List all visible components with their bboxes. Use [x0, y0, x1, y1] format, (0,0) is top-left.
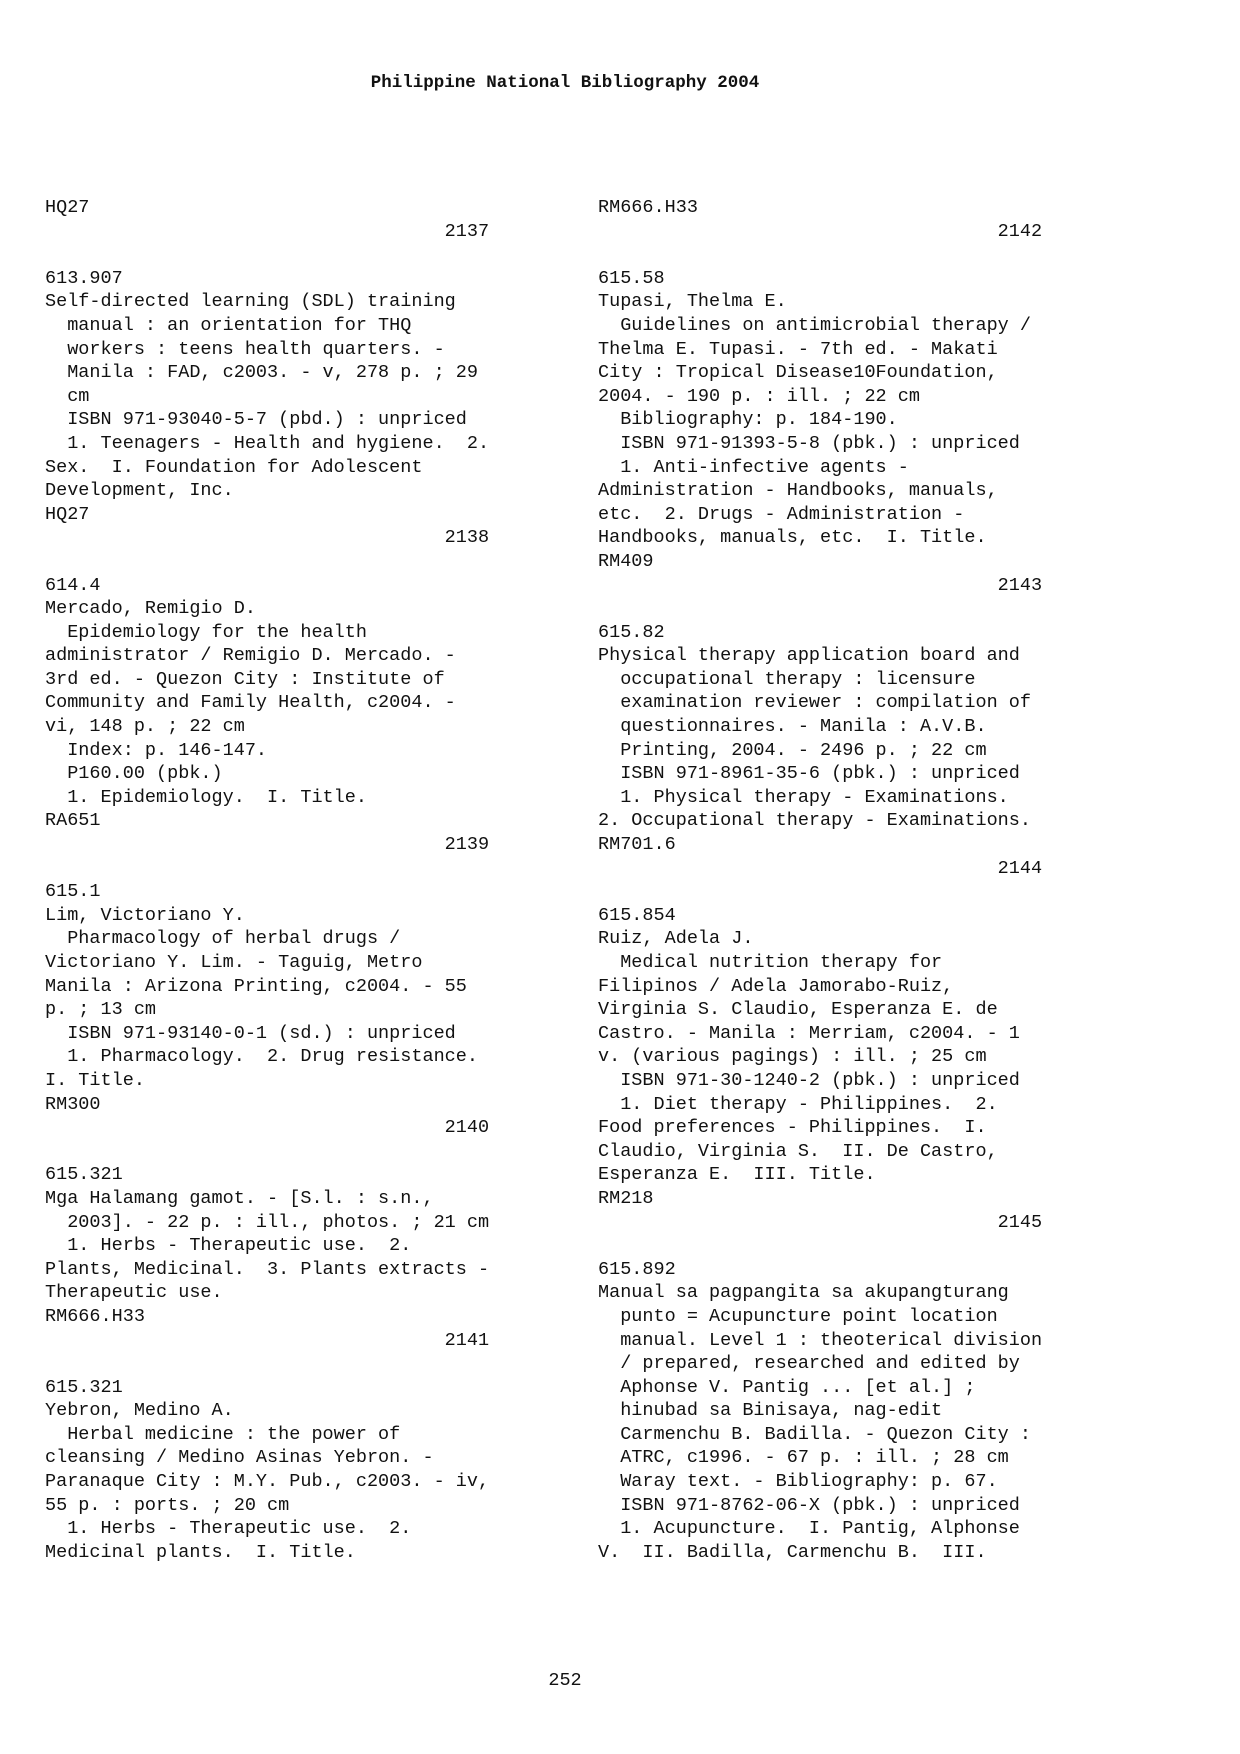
text-line: Epidemiology for the health	[45, 621, 367, 643]
text-line: Sex. I. Foundation for Adolescent	[45, 456, 423, 478]
text-line: 2145	[598, 1211, 1043, 1233]
text-line: Herbal medicine : the power of	[45, 1423, 401, 1445]
text-line: 2004. - 190 p. : ill. ; 22 cm	[598, 385, 920, 407]
text-line: Administration - Handbooks, manuals,	[598, 480, 998, 502]
text-line: 1. Herbs - Therapeutic use. 2.	[45, 1235, 412, 1257]
text-line: occupational therapy : licensure	[598, 668, 976, 690]
text-line: Medical nutrition therapy for	[598, 952, 943, 973]
text-line: 2. Occupational therapy - Examinations.	[598, 810, 1031, 832]
text-line: Food preferences - Philippines. I.	[598, 1117, 987, 1139]
page-number: 252	[548, 1670, 582, 1691]
right-column	[598, 196, 1118, 1564]
text-line: Community and Family Health, c2004. -	[45, 692, 456, 714]
text-line: Tupasi, Thelma E.	[598, 291, 787, 313]
text-line: RA651	[45, 810, 101, 832]
text-line: 614.4	[45, 574, 101, 596]
text-line: RM218	[598, 1187, 654, 1209]
text-line: ISBN 971-30-1240-2 (pbk.) : unpriced	[598, 1069, 1020, 1091]
text-line: 613.907	[45, 267, 123, 289]
text-line: 1. Herbs - Therapeutic use. 2.	[45, 1518, 412, 1540]
text-line: Development, Inc.	[45, 480, 234, 502]
left-column	[45, 196, 565, 1564]
text-line	[598, 880, 1118, 904]
text-line	[45, 857, 565, 881]
text-line: Thelma E. Tupasi. - 7th ed. - Makati	[598, 338, 998, 360]
text-line: 2143	[598, 574, 1043, 596]
text-line: RM666.H33	[598, 197, 698, 218]
text-line: Manila : FAD, c2003. - v, 278 p. ; 29	[45, 362, 478, 384]
text-line: HQ27	[45, 197, 90, 218]
text-line: RM701.6	[598, 834, 676, 856]
text-line: vi, 148 p. ; 22 cm	[45, 716, 245, 738]
text-line: Virginia S. Claudio, Esperanza E. de	[598, 999, 998, 1021]
text-line: 2141	[45, 1329, 490, 1351]
text-line: Handbooks, manuals, etc. I. Title.	[598, 527, 987, 549]
text-line: Claudio, Virginia S. II. De Castro,	[598, 1140, 998, 1162]
text-line: 2144	[598, 857, 1043, 879]
text-line: 1. Acupuncture. I. Pantig, Alphonse	[598, 1518, 1020, 1540]
text-line: administrator / Remigio D. Mercado. -	[45, 645, 456, 667]
text-line: Paranaque City : M.Y. Pub., c2003. - iv,	[45, 1471, 490, 1493]
text-line: 2139	[45, 834, 490, 856]
text-line: 615.854	[598, 904, 676, 926]
text-line: 2137	[45, 220, 490, 242]
text-line: Plants, Medicinal. 3. Plants extracts -	[45, 1258, 490, 1280]
text-line	[45, 1140, 565, 1164]
text-line: ATRC, c1996. - 67 p. : ill. ; 28 cm	[598, 1447, 1009, 1469]
text-line: 55 p. : ports. ; 20 cm	[45, 1494, 290, 1516]
text-line: Mga Halamang gamot. - [S.l. : s.n.,	[45, 1187, 434, 1209]
text-line: workers : teens health quarters. -	[45, 338, 445, 360]
text-line: punto = Acupuncture point location	[598, 1305, 998, 1327]
text-line: Mercado, Remigio D.	[45, 598, 256, 620]
text-line: Self-directed learning (SDL) training	[45, 291, 456, 313]
text-line: 2003]. - 22 p. : ill., photos. ; 21 cm	[45, 1211, 490, 1233]
text-line: cm	[45, 385, 90, 407]
text-line: 615.82	[598, 621, 665, 643]
text-line: Bibliography: p. 184-190.	[598, 409, 898, 431]
text-line: ISBN 971-8961-35-6 (pbk.) : unpriced	[598, 763, 1020, 785]
text-line: V. II. Badilla, Carmenchu B. III.	[598, 1541, 987, 1563]
text-line: 3rd ed. - Quezon City : Institute of	[45, 668, 445, 690]
text-line: Index: p. 146-147.	[45, 739, 268, 761]
text-line: manual. Level 1 : theoterical division	[598, 1329, 1043, 1351]
text-line: Manual sa pagpangita sa akupangturang	[598, 1282, 1009, 1304]
text-line: hinubad sa Binisaya, nag-edit	[598, 1400, 943, 1422]
text-line: RM409	[598, 550, 654, 572]
text-line: Physical therapy application board and	[598, 645, 1020, 667]
text-line: ISBN 971-93140-0-1 (sd.) : unpriced	[45, 1022, 456, 1044]
text-line: ISBN 971-91393-5-8 (pbk.) : unpriced	[598, 432, 1020, 454]
text-line	[45, 550, 565, 574]
text-line: Aphonse V. Pantig ... [et al.] ;	[598, 1376, 976, 1398]
text-line: Printing, 2004. - 2496 p. ; 22 cm	[598, 739, 987, 761]
text-line: p. ; 13 cm	[45, 999, 157, 1021]
text-line	[45, 1352, 565, 1376]
text-line: Ruiz, Adela J.	[598, 928, 754, 950]
text-line: Medicinal plants. I. Title.	[45, 1541, 356, 1563]
text-line: RM666.H33	[45, 1305, 145, 1327]
text-line: manual : an orientation for THQ	[45, 314, 412, 336]
text-line	[45, 243, 565, 267]
text-line	[598, 1234, 1118, 1258]
text-line: I. Title.	[45, 1069, 145, 1091]
text-line	[598, 243, 1118, 267]
text-line: 1. Teenagers - Health and hygiene. 2.	[45, 432, 490, 454]
text-line	[598, 597, 1118, 621]
text-line: City : Tropical Disease10Foundation,	[598, 362, 998, 384]
text-line: Carmenchu B. Badilla. - Quezon City :	[598, 1423, 1031, 1445]
text-line: 615.1	[45, 881, 101, 903]
text-line: 1. Diet therapy - Philippines. 2.	[598, 1093, 998, 1115]
text-line: Esperanza E. III. Title.	[598, 1164, 876, 1186]
text-line: v. (various pagings) : ill. ; 25 cm	[598, 1046, 987, 1068]
text-line: P160.00 (pbk.)	[45, 763, 223, 785]
text-line: questionnaires. - Manila : A.V.B.	[598, 716, 987, 738]
text-line: Pharmacology of herbal drugs /	[45, 928, 401, 950]
text-line: Yebron, Medino A.	[45, 1400, 234, 1422]
text-line: ISBN 971-8762-06-X (pbk.) : unpriced	[598, 1494, 1020, 1516]
text-line: Waray text. - Bibliography: p. 67.	[598, 1471, 998, 1493]
text-line: 1. Epidemiology. I. Title.	[45, 786, 367, 808]
text-line: etc. 2. Drugs - Administration -	[598, 503, 965, 525]
text-line: 1. Physical therapy - Examinations.	[598, 786, 1009, 808]
text-line: 2142	[598, 220, 1043, 242]
text-line: / prepared, researched and edited by	[598, 1353, 1020, 1375]
text-line: Manila : Arizona Printing, c2004. - 55	[45, 975, 467, 997]
text-line: Therapeutic use.	[45, 1282, 223, 1304]
text-line: Lim, Victoriano Y.	[45, 904, 245, 926]
text-line: ISBN 971-93040-5-7 (pbd.) : unpriced	[45, 409, 467, 431]
text-line: Victoriano Y. Lim. - Taguig, Metro	[45, 952, 423, 973]
text-line: 2140	[45, 1117, 490, 1139]
text-line: 2138	[45, 527, 490, 549]
text-line: 615.321	[45, 1164, 123, 1186]
text-line: cleansing / Medino Asinas Yebron. -	[45, 1447, 434, 1469]
text-line: Filipinos / Adela Jamorabo-Ruiz,	[598, 975, 954, 997]
text-line: 615.892	[598, 1258, 676, 1280]
text-line: 1. Pharmacology. 2. Drug resistance.	[45, 1046, 478, 1068]
text-line: 615.58	[598, 267, 665, 289]
text-line: 1. Anti-infective agents -	[598, 456, 909, 478]
text-line: HQ27	[45, 503, 90, 525]
text-line: 615.321	[45, 1376, 123, 1398]
text-line: Guidelines on antimicrobial therapy /	[598, 314, 1031, 336]
page-title: Philippine National Bibliography 2004	[370, 73, 760, 93]
text-line: examination reviewer : compilation of	[598, 692, 1031, 714]
text-line: RM300	[45, 1093, 101, 1115]
text-line: Castro. - Manila : Merriam, c2004. - 1	[598, 1022, 1020, 1044]
